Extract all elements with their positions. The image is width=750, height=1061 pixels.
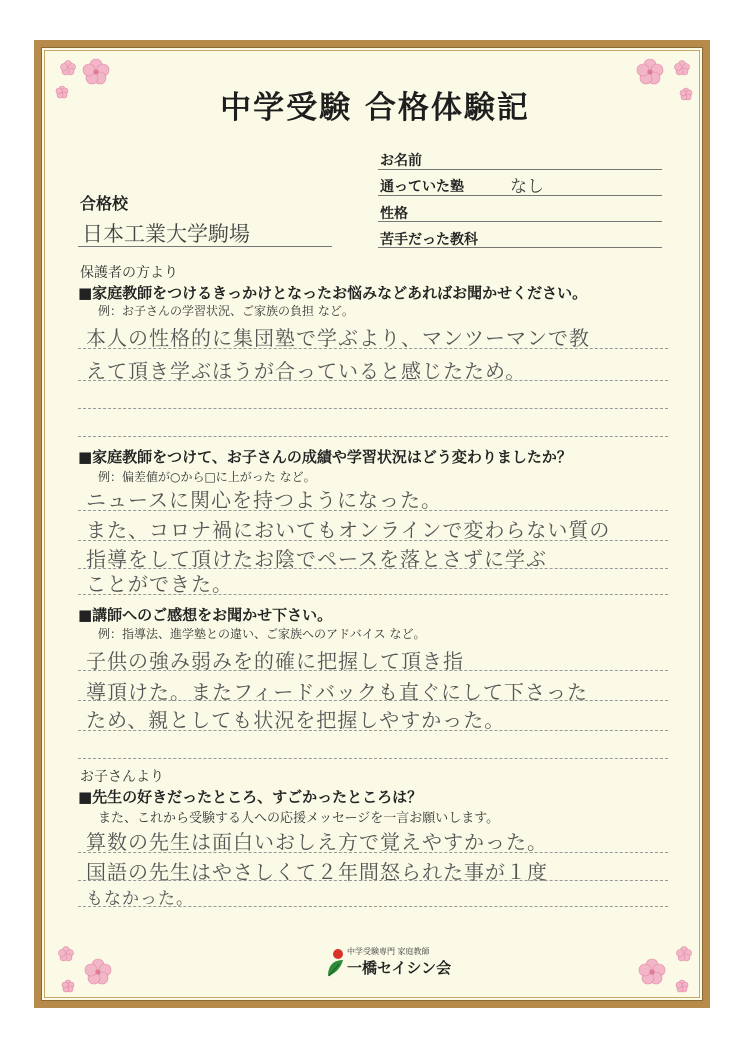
child-answer-line-3: もなかった。 <box>86 889 194 909</box>
question-2: ■家庭教師をつけて、お子さんの成績や学習状況はどう変わりましたか？ <box>78 448 572 466</box>
answer-2-line-4: ことができた。 <box>86 572 233 596</box>
ruled-line <box>78 348 668 349</box>
question-1: ■家庭教師をつけるきっかけとなったお悩みなどあればお聞かせください。 <box>78 284 588 302</box>
cherry-blossom-bottom-left-icon <box>48 924 128 1004</box>
ruled-line <box>78 852 668 853</box>
ruled-line <box>78 380 668 381</box>
child-answer-line-1: 算数の先生は面白いおしえ方で覚えやすかった。 <box>86 830 548 854</box>
answer-2-line-2: また、コロナ禍においてもオンラインで変わらない質の <box>86 518 611 542</box>
ruled-line <box>78 670 668 671</box>
cherry-blossom-bottom-right-icon <box>622 924 702 1004</box>
ruled-line <box>78 758 668 759</box>
ruled-line <box>78 510 668 511</box>
juku-value: なし <box>510 177 544 197</box>
answer-2-line-3: 指導をして頂けたお陰でペースを落とさずに学ぶ <box>86 547 547 571</box>
weak-subject-label: 苦手だった教科 <box>380 232 478 248</box>
ruled-line <box>78 730 668 731</box>
question-3-example: 例：指導法、進学塾との違い、ご家族へのアドバイス など。 <box>98 627 426 641</box>
ruled-line <box>78 408 668 409</box>
answer-1-line-2: えて頂き学ぶほうが合っていると感じたため。 <box>86 359 527 383</box>
school-value: 日本工業大学駒場 <box>82 222 250 246</box>
parent-section-heading: 保護者の方より <box>80 265 178 281</box>
school-underline <box>78 246 332 247</box>
name-underline <box>378 169 662 170</box>
character-label: 性格 <box>380 206 408 222</box>
juku-underline <box>378 195 662 196</box>
answer-3-line-2: 導頂けた。またフィードバックも直ぐにして下さった <box>86 680 588 704</box>
ruled-line <box>78 906 668 907</box>
answer-1-line-1: 本人の性格的に集団塾で学ぶより、マンツーマンで教 <box>86 326 590 350</box>
ruled-line <box>78 700 668 701</box>
ruled-line <box>78 880 668 881</box>
child-answer-line-2: 国語の先生はやさしくて２年間怒られた事が１度 <box>86 860 548 884</box>
company-logo <box>325 946 452 980</box>
question-2-example: 例：偏差値が○から□に上がった など。 <box>98 470 316 484</box>
child-question: ■先生の好きだったところ、すごかったところは？ <box>78 788 423 806</box>
child-question-sub: また、これから受験する人への応援メッセージを一言お願いします。 <box>98 811 500 826</box>
character-underline <box>378 221 662 222</box>
ruled-line <box>78 594 668 595</box>
question-3: ■講師へのご感想をお聞かせ下さい。 <box>78 606 333 624</box>
answer-3-line-3: ため、親としても状況を把握しやすかった。 <box>86 708 506 732</box>
weak-subject-underline <box>378 247 662 248</box>
logo-tagline: 中学受験専門 家庭教師 <box>347 947 430 956</box>
ruled-line <box>78 436 668 437</box>
leaf-logo-icon <box>325 948 347 978</box>
name-label: お名前 <box>380 153 422 169</box>
question-1-example: 例：お子さんの学習状況、ご家族の負担 など。 <box>98 304 354 318</box>
page-title: 中学受験 合格体験記 <box>220 90 530 126</box>
child-section-heading: お子さんより <box>80 769 164 785</box>
answer-3-line-1: 子供の強み弱みを的確に把握して頂き指 <box>86 649 464 673</box>
school-label: 合格校 <box>80 194 129 213</box>
logo-name: 一橋セイシン会 <box>347 959 452 977</box>
answer-2-line-1: ニュースに関心を持つようになった。 <box>86 488 442 512</box>
juku-label: 通っていた塾 <box>380 179 464 195</box>
ruled-line <box>78 540 668 541</box>
